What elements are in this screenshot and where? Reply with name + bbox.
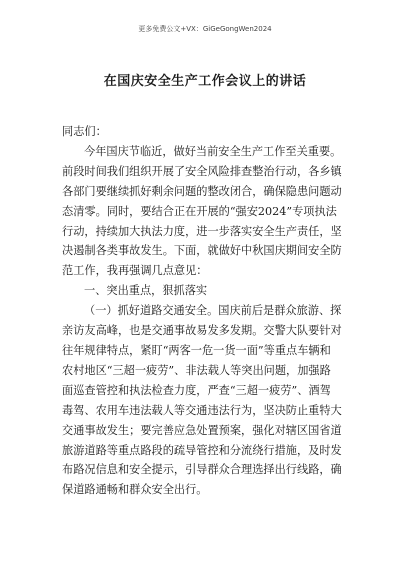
paragraph-line: 旅游道路等重点路段的疏导管控和分流绕行措施，及时发	[62, 443, 342, 457]
paragraph-line: 前段时间我们组织开展了安全风险排查整治行动，各乡镇	[62, 164, 342, 178]
section-heading: 一、突出重点，狠抓落实	[84, 284, 208, 298]
paragraph-line: （一）抓好道路交通安全。国庆前后是群众旅游、探	[84, 304, 342, 318]
paragraph-line: 今年国庆节临近，做好当前安全生产工作至关重要。	[84, 144, 342, 158]
header-note: 更多免费公文+VX：GiGeGongWen2024	[138, 25, 272, 33]
paragraph-line: 决遏制各类事故发生。下面，就做好中秋国庆期间安全防	[62, 244, 342, 258]
paragraph-line: 态清零。同时，要结合正在开展的“强安2024”专项执法	[62, 204, 337, 218]
paragraph-line: 交通事故发生；要完善应急处置预案，强化对辖区国省道	[62, 423, 342, 437]
paragraph-line: 毒驾、农用车违法载人等交通违法行为，坚决防止重特大	[62, 403, 342, 417]
speech-body	[62, 122, 362, 500]
paragraph-line: 往年规律特点，紧盯“两客一危一货一面”等重点车辆和	[62, 343, 331, 357]
paragraph-line: 面巡查管控和执法检查力度，严查“三超一疲劳”、酒驾	[62, 383, 331, 397]
paragraph-line: 行动，持续加大执法力度，进一步落实安全生产责任，坚	[62, 224, 342, 238]
paragraph-line: 保道路通畅和群众安全出行。	[62, 483, 208, 497]
salutation: 同志们：	[62, 125, 107, 138]
paragraph-line: 范工作，我再强调几点意见：	[62, 264, 208, 278]
paragraph-line: 布路况信息和安全提示，引导群众合理选择出行线路，确	[62, 463, 342, 477]
paragraph-line: 各部门要继续抓好剩余问题的整改闭合，确保隐患问题动	[62, 184, 342, 198]
paragraph-line: 农村地区“三超一疲劳”、非法载人等突出问题，加强路	[62, 363, 331, 377]
paragraph-line: 亲访友高峰，也是交通事故易发多发期。交警大队要针对	[62, 324, 342, 338]
document-title: 在国庆安全生产工作会议上的讲话	[103, 74, 307, 89]
